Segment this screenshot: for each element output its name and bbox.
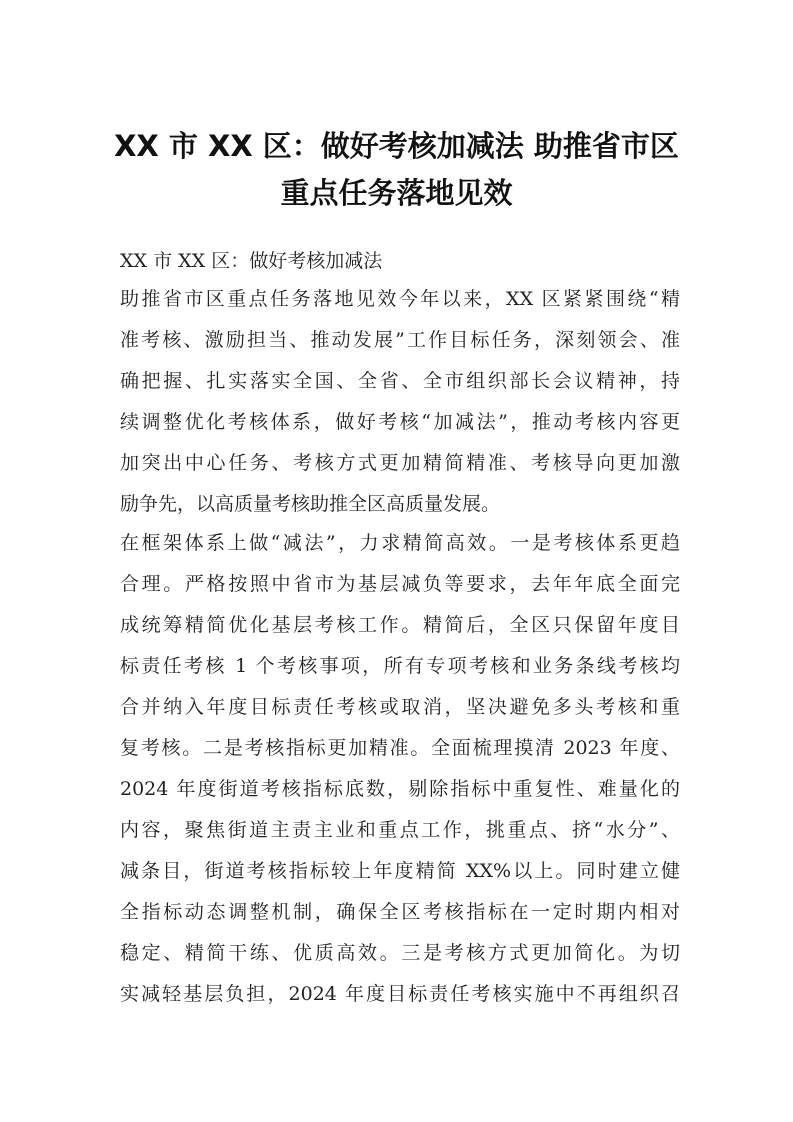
document-title-line-1: XX 市 XX 区：做好考核加减法 助推省市区	[114, 129, 679, 163]
body-line: 减条目，街道考核指标较上年度精简 XX%以上。同时建立健	[120, 860, 680, 882]
body-line: 2024 年度街道考核指标底数，剔除指标中重复性、难量化的	[120, 778, 680, 800]
body-line: 确把握、扎实落实全国、全省、全市组织部长会议精神，持	[120, 370, 680, 392]
body-line: 全指标动态调整机制，确保全区考核指标在一定时期内相对	[120, 901, 680, 923]
body-line: 续调整优化考核体系，做好考核“加减法”，推动考核内容更	[120, 411, 680, 433]
body-line: 在框架体系上做“减法”，力求精简高效。一是考核体系更趋	[120, 532, 680, 554]
body-line: 合理。严格按照中省市为基层减负等要求，去年年底全面完	[120, 573, 680, 595]
body-line: 标责任考核 1 个考核事项，所有专项考核和业务条线考核均	[120, 655, 680, 677]
body-line: 加突出中心任务、考核方式更加精简精准、考核导向更加激	[120, 452, 680, 474]
body-line: 内容，聚焦街道主责主业和重点工作，挑重点、挤“水分”、	[120, 819, 680, 841]
body-line: 准考核、激励担当、推动发展”工作目标任务，深刻领会、准	[120, 329, 680, 351]
body-line: 合并纳入年度目标责任考核或取消，坚决避免多头考核和重	[120, 696, 680, 718]
body-line: 稳定、精简干练、优质高效。三是考核方式更加简化。为切	[120, 942, 680, 964]
body-line: 实减轻基层负担，2024 年度目标责任考核实施中不再组织召	[120, 983, 680, 1005]
body-line: 励争先，以高质量考核助推全区高质量发展。	[120, 493, 501, 515]
body-line: XX 市 XX 区：做好考核加减法	[120, 250, 383, 272]
body-line: 助推省市区重点任务落地见效今年以来，XX 区紧紧围绕“精	[120, 288, 680, 310]
document-title-line-2: 重点任务落地见效	[280, 176, 513, 210]
body-line: 成统筹精简优化基层考核工作。精简后，全区只保留年度目	[120, 614, 680, 636]
body-line: 复考核。二是考核指标更加精准。全面梳理摸清 2023 年度、	[120, 737, 680, 759]
